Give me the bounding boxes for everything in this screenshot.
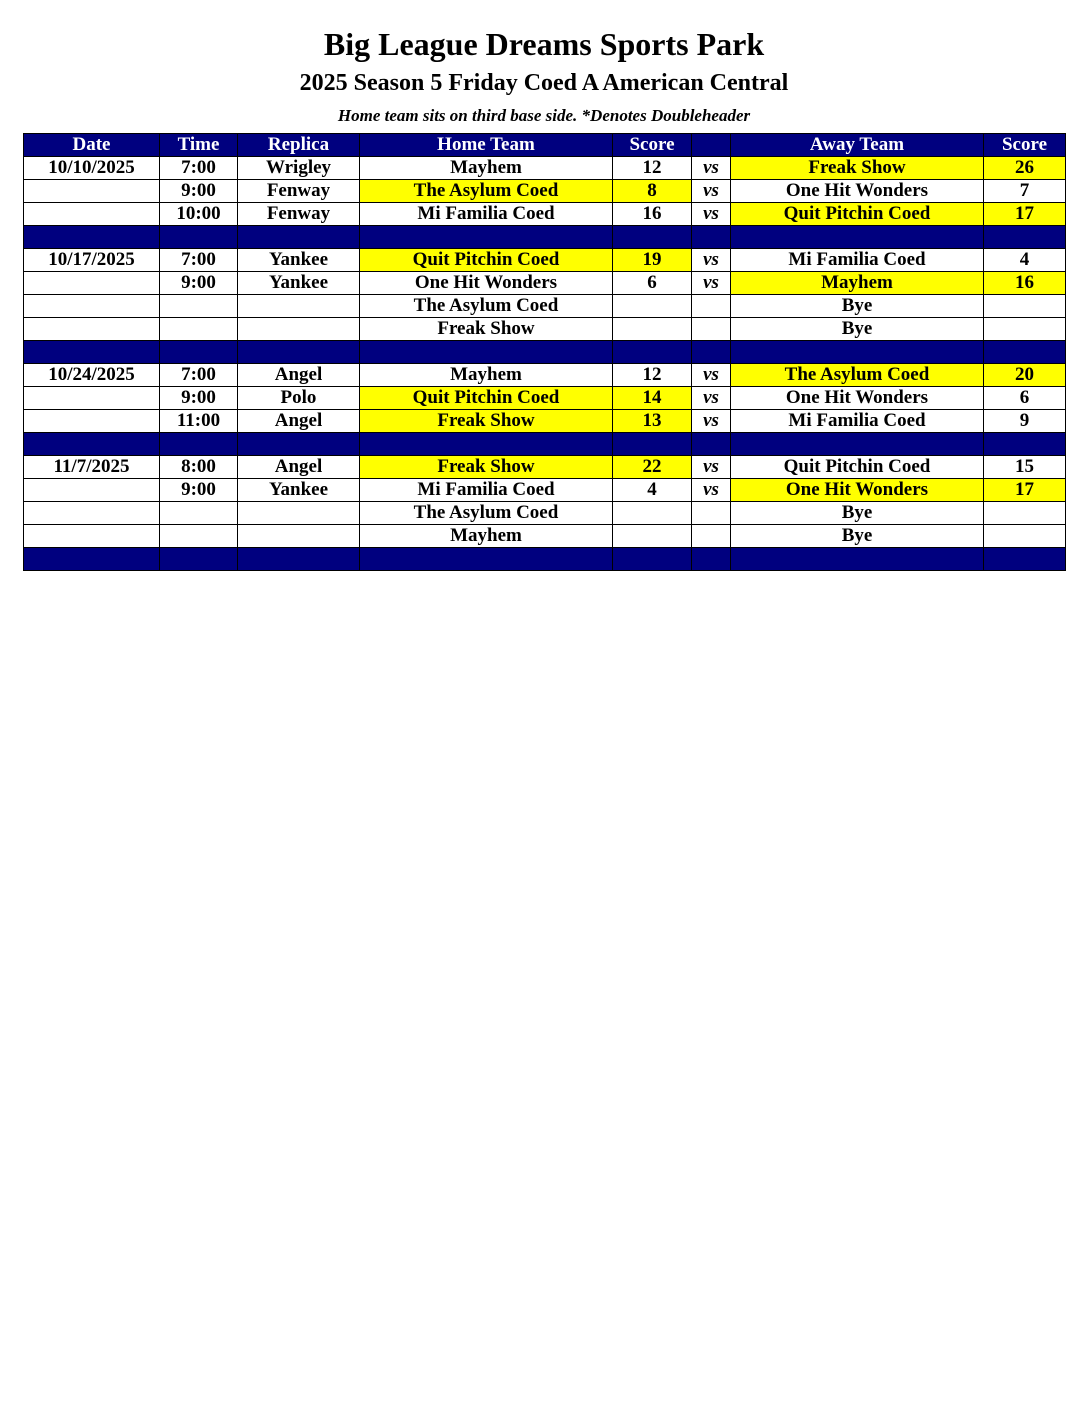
replica-cell: Fenway: [238, 180, 360, 203]
home-team-cell: Quit Pitchin Coed: [360, 249, 613, 272]
away-score-cell: 9: [984, 410, 1066, 433]
vs-cell: vs: [692, 272, 731, 295]
away-team-cell: The Asylum Coed: [731, 364, 984, 387]
vs-cell: vs: [692, 157, 731, 180]
away-score-cell: 26: [984, 157, 1066, 180]
time-cell: [160, 295, 238, 318]
away-team-cell: One Hit Wonders: [731, 180, 984, 203]
home-score-cell: 12: [613, 157, 692, 180]
table-row: [24, 180, 1066, 203]
home-team-cell: Freak Show: [360, 456, 613, 479]
home-team-cell: The Asylum Coed: [360, 295, 613, 318]
separator-cell: [360, 226, 613, 249]
date-cell: [24, 272, 160, 295]
vs-cell: vs: [692, 364, 731, 387]
time-cell: [160, 525, 238, 548]
home-score-cell: 4: [613, 479, 692, 502]
date-cell: 10/17/2025: [24, 249, 160, 272]
home-team-cell: Freak Show: [360, 318, 613, 341]
separator-cell: [731, 433, 984, 456]
table-row: [24, 318, 1066, 341]
home-team-cell: Mayhem: [360, 525, 613, 548]
away-team-cell: Mi Familia Coed: [731, 249, 984, 272]
schedule-table: [23, 133, 1066, 571]
home-team-cell: Mayhem: [360, 364, 613, 387]
separator-cell: [613, 548, 692, 571]
away-score-cell: 17: [984, 203, 1066, 226]
separator-cell: [984, 341, 1066, 364]
vs-cell: vs: [692, 249, 731, 272]
header-vs: [692, 134, 731, 157]
page-subtitle: 2025 Season 5 Friday Coed A American Central: [299, 70, 789, 96]
separator-cell: [238, 341, 360, 364]
replica-cell: [238, 295, 360, 318]
table-row: [24, 456, 1066, 479]
header-date: Date: [24, 134, 160, 157]
date-cell: [24, 318, 160, 341]
time-cell: [160, 318, 238, 341]
away-score-cell: 16: [984, 272, 1066, 295]
separator-cell: [360, 548, 613, 571]
page-title: Big League Dreams Sports Park: [323, 26, 765, 62]
home-score-cell: 16: [613, 203, 692, 226]
time-cell: 9:00: [160, 479, 238, 502]
vs-cell: [692, 318, 731, 341]
vs-cell: [692, 295, 731, 318]
away-score-cell: 15: [984, 456, 1066, 479]
separator-cell: [692, 548, 731, 571]
away-team-cell: Quit Pitchin Coed: [731, 456, 984, 479]
table-row: [24, 364, 1066, 387]
away-score-cell: 4: [984, 249, 1066, 272]
home-score-cell: [613, 525, 692, 548]
page-note: Home team sits on third base side. *Denotes Doubleheader: [337, 106, 751, 125]
header-away-score: Score: [984, 134, 1066, 157]
separator-cell: [24, 341, 160, 364]
separator-cell: [692, 433, 731, 456]
away-score-cell: [984, 318, 1066, 341]
separator-cell: [24, 433, 160, 456]
date-cell: [24, 479, 160, 502]
vs-cell: [692, 502, 731, 525]
replica-cell: [238, 318, 360, 341]
home-score-cell: 14: [613, 387, 692, 410]
home-team-cell: The Asylum Coed: [360, 502, 613, 525]
table-header-row: [24, 134, 1066, 157]
away-score-cell: 6: [984, 387, 1066, 410]
separator-cell: [360, 433, 613, 456]
away-team-cell: Bye: [731, 318, 984, 341]
home-score-cell: 22: [613, 456, 692, 479]
separator-cell: [360, 341, 613, 364]
time-cell: 7:00: [160, 157, 238, 180]
separator-cell: [613, 433, 692, 456]
vs-cell: [692, 525, 731, 548]
away-team-cell: Bye: [731, 502, 984, 525]
date-cell: [24, 203, 160, 226]
home-team-cell: Mayhem: [360, 157, 613, 180]
time-cell: 8:00: [160, 456, 238, 479]
separator-cell: [160, 341, 238, 364]
home-score-cell: 19: [613, 249, 692, 272]
replica-cell: Yankee: [238, 249, 360, 272]
separator-cell: [731, 548, 984, 571]
replica-cell: Fenway: [238, 203, 360, 226]
time-cell: 7:00: [160, 249, 238, 272]
home-team-cell: Mi Familia Coed: [360, 479, 613, 502]
replica-cell: [238, 525, 360, 548]
separator-row: [24, 433, 1066, 456]
separator-cell: [984, 548, 1066, 571]
separator-row: [24, 341, 1066, 364]
table-row: [24, 157, 1066, 180]
away-team-cell: Mayhem: [731, 272, 984, 295]
separator-cell: [692, 226, 731, 249]
separator-cell: [613, 341, 692, 364]
replica-cell: [238, 502, 360, 525]
table-row: [24, 387, 1066, 410]
table-row: [24, 502, 1066, 525]
replica-cell: Wrigley: [238, 157, 360, 180]
date-cell: [24, 387, 160, 410]
separator-cell: [160, 433, 238, 456]
table-row: [24, 272, 1066, 295]
away-team-cell: Freak Show: [731, 157, 984, 180]
table-row: [24, 203, 1066, 226]
replica-cell: Polo: [238, 387, 360, 410]
separator-cell: [238, 226, 360, 249]
header-replica: Replica: [238, 134, 360, 157]
away-score-cell: [984, 525, 1066, 548]
time-cell: 7:00: [160, 364, 238, 387]
time-cell: 9:00: [160, 180, 238, 203]
table-row: [24, 410, 1066, 433]
separator-row: [24, 226, 1066, 249]
vs-cell: vs: [692, 387, 731, 410]
date-cell: [24, 295, 160, 318]
separator-cell: [238, 433, 360, 456]
vs-cell: vs: [692, 479, 731, 502]
header-away-team: Away Team: [731, 134, 984, 157]
home-score-cell: 8: [613, 180, 692, 203]
home-score-cell: 12: [613, 364, 692, 387]
separator-cell: [613, 226, 692, 249]
separator-cell: [984, 433, 1066, 456]
header-home-team: Home Team: [360, 134, 613, 157]
date-cell: 10/10/2025: [24, 157, 160, 180]
away-score-cell: 17: [984, 479, 1066, 502]
separator-cell: [984, 226, 1066, 249]
date-cell: [24, 525, 160, 548]
date-cell: 11/7/2025: [24, 456, 160, 479]
away-team-cell: One Hit Wonders: [731, 479, 984, 502]
home-score-cell: [613, 295, 692, 318]
separator-row: [24, 548, 1066, 571]
replica-cell: Angel: [238, 456, 360, 479]
table-row: [24, 295, 1066, 318]
home-team-cell: Mi Familia Coed: [360, 203, 613, 226]
header-time: Time: [160, 134, 238, 157]
date-cell: [24, 502, 160, 525]
separator-cell: [160, 226, 238, 249]
separator-cell: [24, 226, 160, 249]
time-cell: 10:00: [160, 203, 238, 226]
replica-cell: Yankee: [238, 479, 360, 502]
date-cell: 10/24/2025: [24, 364, 160, 387]
time-cell: 11:00: [160, 410, 238, 433]
vs-cell: vs: [692, 456, 731, 479]
home-team-cell: The Asylum Coed: [360, 180, 613, 203]
replica-cell: Angel: [238, 364, 360, 387]
time-cell: 9:00: [160, 272, 238, 295]
separator-cell: [731, 226, 984, 249]
vs-cell: vs: [692, 203, 731, 226]
separator-cell: [160, 548, 238, 571]
away-score-cell: 7: [984, 180, 1066, 203]
replica-cell: Angel: [238, 410, 360, 433]
separator-cell: [731, 341, 984, 364]
home-team-cell: One Hit Wonders: [360, 272, 613, 295]
away-team-cell: Mi Familia Coed: [731, 410, 984, 433]
table-row: [24, 479, 1066, 502]
date-cell: [24, 410, 160, 433]
vs-cell: vs: [692, 410, 731, 433]
separator-cell: [692, 341, 731, 364]
away-team-cell: Quit Pitchin Coed: [731, 203, 984, 226]
home-team-cell: Quit Pitchin Coed: [360, 387, 613, 410]
home-score-cell: 6: [613, 272, 692, 295]
schedule-body: [24, 157, 1066, 571]
home-score-cell: 13: [613, 410, 692, 433]
home-team-cell: Freak Show: [360, 410, 613, 433]
vs-cell: vs: [692, 180, 731, 203]
table-row: [24, 249, 1066, 272]
table-row: [24, 525, 1066, 548]
away-score-cell: [984, 295, 1066, 318]
date-cell: [24, 180, 160, 203]
away-team-cell: Bye: [731, 525, 984, 548]
time-cell: [160, 502, 238, 525]
header-home-score: Score: [613, 134, 692, 157]
away-team-cell: Bye: [731, 295, 984, 318]
separator-cell: [24, 548, 160, 571]
home-score-cell: [613, 502, 692, 525]
away-score-cell: 20: [984, 364, 1066, 387]
time-cell: 9:00: [160, 387, 238, 410]
away-score-cell: [984, 502, 1066, 525]
away-team-cell: One Hit Wonders: [731, 387, 984, 410]
separator-cell: [238, 548, 360, 571]
home-score-cell: [613, 318, 692, 341]
replica-cell: Yankee: [238, 272, 360, 295]
